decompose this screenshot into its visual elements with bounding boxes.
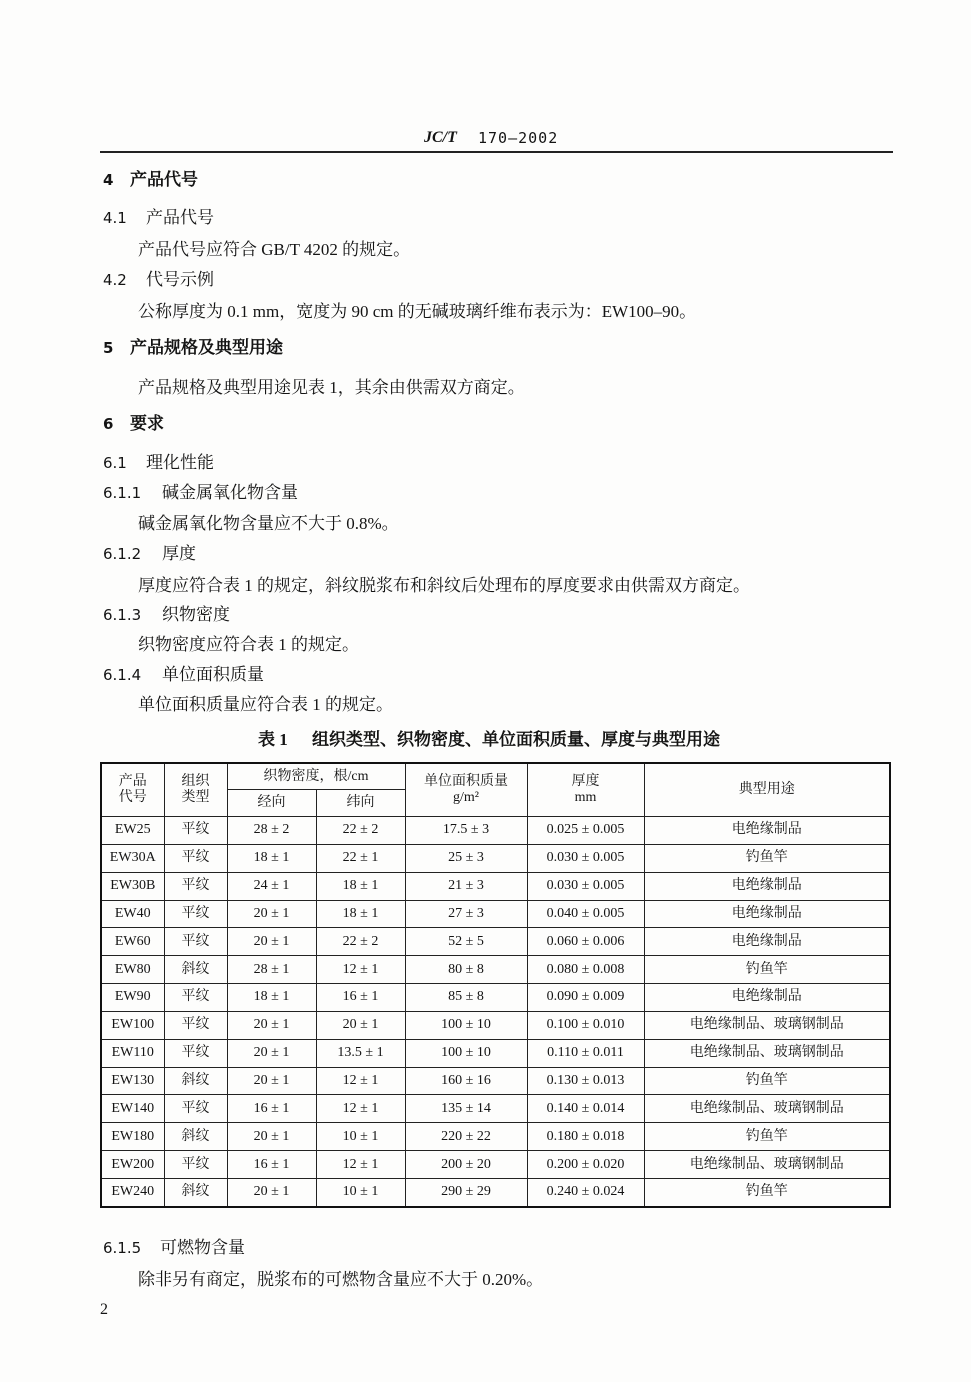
table-label: 表 1 <box>258 730 288 749</box>
cell-mass-per-area: 52 ± 5 <box>405 928 527 956</box>
cell-weave-type: 平纹 <box>164 1151 227 1179</box>
section-6-1-3-number: 6.1.3 <box>103 606 142 624</box>
cell-thickness: 0.240 ± 0.024 <box>527 1178 644 1206</box>
section-4-1-title: 产品代号 <box>146 208 214 227</box>
header-typical-use: 典型用途 <box>644 763 890 817</box>
standard-code: JC/T <box>424 129 457 146</box>
cell-thickness: 0.140 ± 0.014 <box>527 1095 644 1123</box>
table-row <box>101 1178 890 1206</box>
table-row <box>101 1039 890 1067</box>
cell-weave-type: 平纹 <box>164 900 227 928</box>
cell-weft-density: 18 ± 1 <box>316 872 405 900</box>
cell-weave-type: 平纹 <box>164 1039 227 1067</box>
cell-typical-use: 钓鱼竿 <box>644 1178 890 1206</box>
header-fabric-density: 织物密度，根/cm <box>227 763 405 790</box>
table-row <box>101 844 890 872</box>
cell-typical-use: 电绝缘制品 <box>644 900 890 928</box>
cell-mass-per-area: 25 ± 3 <box>405 844 527 872</box>
cell-weave-type: 平纹 <box>164 844 227 872</box>
header-thickness-unit: mm <box>574 790 597 805</box>
cell-thickness: 0.110 ± 0.011 <box>527 1039 644 1067</box>
cell-typical-use: 钓鱼竿 <box>644 956 890 984</box>
cell-thickness: 0.130 ± 0.013 <box>527 1067 644 1095</box>
cell-warp-density: 20 ± 1 <box>227 1123 316 1151</box>
cell-weave-type: 平纹 <box>164 817 227 845</box>
cell-thickness: 0.200 ± 0.020 <box>527 1151 644 1179</box>
cell-weave-type: 斜纹 <box>164 956 227 984</box>
table-row <box>101 900 890 928</box>
cell-warp-density: 24 ± 1 <box>227 872 316 900</box>
cell-warp-density: 28 ± 2 <box>227 817 316 845</box>
cell-weave-type: 平纹 <box>164 1095 227 1123</box>
section-6-1-2-title: 厚度 <box>162 544 196 563</box>
header-warp: 经向 <box>227 790 316 817</box>
section-5-body: 产品规格及典型用途见表 1，其余由供需双方商定。 <box>138 378 525 397</box>
header-mass-unit: g/m² <box>453 790 479 805</box>
section-6-1-2-number: 6.1.2 <box>103 545 142 563</box>
cell-weft-density: 22 ± 2 <box>316 817 405 845</box>
cell-weft-density: 22 ± 2 <box>316 928 405 956</box>
cell-warp-density: 20 ± 1 <box>227 900 316 928</box>
cell-weft-density: 10 ± 1 <box>316 1178 405 1206</box>
header-thickness <box>527 763 644 817</box>
cell-warp-density: 20 ± 1 <box>227 1039 316 1067</box>
cell-mass-per-area: 100 ± 10 <box>405 1039 527 1067</box>
cell-weft-density: 22 ± 1 <box>316 844 405 872</box>
section-6-1-4-body: 单位面积质量应符合表 1 的规定。 <box>138 695 393 714</box>
cell-typical-use: 电绝缘制品 <box>644 817 890 845</box>
table-row <box>101 817 890 845</box>
section-6-1-2-body: 厚度应符合表 1 的规定，斜纹脱浆布和斜纹后处理布的厚度要求由供需双方商定。 <box>138 576 750 595</box>
cell-product-code: EW200 <box>101 1151 164 1179</box>
section-6-1-4-number: 6.1.4 <box>103 666 142 684</box>
cell-weft-density: 12 ± 1 <box>316 1095 405 1123</box>
section-6-1-1-number: 6.1.1 <box>103 484 142 502</box>
section-4-2-title: 代号示例 <box>146 270 214 289</box>
header-rule <box>100 151 893 153</box>
cell-typical-use: 电绝缘制品 <box>644 928 890 956</box>
header-product-code-line2: 代号 <box>118 790 147 805</box>
table-caption: 组织类型、织物密度、单位面积质量、厚度与典型用途 <box>312 730 720 749</box>
cell-typical-use: 电绝缘制品、玻璃钢制品 <box>644 1011 890 1039</box>
cell-weft-density: 12 ± 1 <box>316 956 405 984</box>
cell-product-code: EW90 <box>101 984 164 1012</box>
cell-product-code: EW180 <box>101 1123 164 1151</box>
cell-weft-density: 12 ± 1 <box>316 1067 405 1095</box>
cell-weft-density: 10 ± 1 <box>316 1123 405 1151</box>
cell-product-code: EW130 <box>101 1067 164 1095</box>
cell-thickness: 0.090 ± 0.009 <box>527 984 644 1012</box>
section-6-number: 6 <box>103 415 114 433</box>
table-row <box>101 1067 890 1095</box>
cell-product-code: EW60 <box>101 928 164 956</box>
cell-typical-use: 电绝缘制品、玻璃钢制品 <box>644 1039 890 1067</box>
section-4-title: 产品代号 <box>130 170 198 189</box>
cell-weft-density: 12 ± 1 <box>316 1151 405 1179</box>
cell-thickness: 0.080 ± 0.008 <box>527 956 644 984</box>
section-6-1-3-body: 织物密度应符合表 1 的规定。 <box>138 635 359 654</box>
table-row <box>101 1151 890 1179</box>
cell-warp-density: 16 ± 1 <box>227 1095 316 1123</box>
cell-mass-per-area: 220 ± 22 <box>405 1123 527 1151</box>
header-weave-type-line2: 类型 <box>181 790 210 805</box>
cell-typical-use: 钓鱼竿 <box>644 1067 890 1095</box>
table-row <box>101 928 890 956</box>
cell-weave-type: 斜纹 <box>164 1178 227 1206</box>
section-6-1-number: 6.1 <box>103 454 127 472</box>
section-6-1-4-title: 单位面积质量 <box>162 665 264 684</box>
header-thickness-line1: 厚度 <box>571 774 600 789</box>
cell-product-code: EW30A <box>101 844 164 872</box>
cell-warp-density: 16 ± 1 <box>227 1151 316 1179</box>
cell-warp-density: 20 ± 1 <box>227 1011 316 1039</box>
standard-number: 170—2002 <box>478 129 559 147</box>
cell-typical-use: 电绝缘制品、玻璃钢制品 <box>644 1151 890 1179</box>
cell-mass-per-area: 200 ± 20 <box>405 1151 527 1179</box>
cell-weave-type: 平纹 <box>164 984 227 1012</box>
cell-thickness: 0.030 ± 0.005 <box>527 872 644 900</box>
section-6-1-5-title: 可燃物含量 <box>160 1238 245 1257</box>
cell-weave-type: 平纹 <box>164 872 227 900</box>
section-6-title: 要求 <box>130 414 164 433</box>
table-row <box>101 1011 890 1039</box>
cell-weft-density: 20 ± 1 <box>316 1011 405 1039</box>
cell-warp-density: 20 ± 1 <box>227 928 316 956</box>
cell-mass-per-area: 17.5 ± 3 <box>405 817 527 845</box>
cell-mass-per-area: 80 ± 8 <box>405 956 527 984</box>
section-4-1-number: 4.1 <box>103 209 127 227</box>
spec-table-body <box>101 817 890 1207</box>
cell-warp-density: 20 ± 1 <box>227 1178 316 1206</box>
header-weave-type <box>164 763 227 817</box>
cell-thickness: 0.180 ± 0.018 <box>527 1123 644 1151</box>
section-6-1-5-body: 除非另有商定，脱浆布的可燃物含量应不大于 0.20%。 <box>138 1270 544 1289</box>
header-weft: 纬向 <box>316 790 405 817</box>
section-6-1-title: 理化性能 <box>146 453 214 472</box>
cell-weave-type: 斜纹 <box>164 1123 227 1151</box>
cell-warp-density: 20 ± 1 <box>227 1067 316 1095</box>
table-row <box>101 1123 890 1151</box>
table-row <box>101 984 890 1012</box>
cell-mass-per-area: 135 ± 14 <box>405 1095 527 1123</box>
cell-typical-use: 电绝缘制品、玻璃钢制品 <box>644 1095 890 1123</box>
cell-weave-type: 斜纹 <box>164 1067 227 1095</box>
cell-thickness: 0.100 ± 0.010 <box>527 1011 644 1039</box>
table-row <box>101 956 890 984</box>
section-6-1-5-number: 6.1.5 <box>103 1239 142 1257</box>
cell-mass-per-area: 160 ± 16 <box>405 1067 527 1095</box>
cell-product-code: EW110 <box>101 1039 164 1067</box>
cell-weft-density: 13.5 ± 1 <box>316 1039 405 1067</box>
cell-typical-use: 钓鱼竿 <box>644 844 890 872</box>
cell-weave-type: 平纹 <box>164 928 227 956</box>
cell-warp-density: 18 ± 1 <box>227 844 316 872</box>
section-5-title: 产品规格及典型用途 <box>130 338 283 357</box>
cell-product-code: EW25 <box>101 817 164 845</box>
cell-typical-use: 电绝缘制品 <box>644 872 890 900</box>
section-6-1-1-title: 碱金属氧化物含量 <box>162 483 298 502</box>
table-row <box>101 1095 890 1123</box>
cell-warp-density: 28 ± 1 <box>227 956 316 984</box>
cell-mass-per-area: 85 ± 8 <box>405 984 527 1012</box>
cell-product-code: EW140 <box>101 1095 164 1123</box>
header-mass-per-area <box>405 763 527 817</box>
cell-mass-per-area: 27 ± 3 <box>405 900 527 928</box>
cell-mass-per-area: 290 ± 29 <box>405 1178 527 1206</box>
table-row <box>101 872 890 900</box>
cell-typical-use: 电绝缘制品 <box>644 984 890 1012</box>
cell-weave-type: 平纹 <box>164 1011 227 1039</box>
cell-thickness: 0.025 ± 0.005 <box>527 817 644 845</box>
section-6-1-1-body: 碱金属氧化物含量应不大于 0.8%。 <box>138 514 399 533</box>
page-number: 2 <box>100 1301 108 1318</box>
cell-weft-density: 16 ± 1 <box>316 984 405 1012</box>
section-5-number: 5 <box>103 339 114 357</box>
section-6-1-3-title: 织物密度 <box>162 605 230 624</box>
section-4-number: 4 <box>103 171 114 189</box>
cell-product-code: EW100 <box>101 1011 164 1039</box>
cell-thickness: 0.040 ± 0.005 <box>527 900 644 928</box>
header-mass-line1: 单位面积质量 <box>424 774 508 789</box>
cell-product-code: EW80 <box>101 956 164 984</box>
header-product-code <box>101 763 164 817</box>
cell-product-code: EW30B <box>101 872 164 900</box>
cell-thickness: 0.030 ± 0.005 <box>527 844 644 872</box>
cell-typical-use: 钓鱼竿 <box>644 1123 890 1151</box>
header-product-code-line1: 产品 <box>118 774 147 789</box>
cell-weft-density: 18 ± 1 <box>316 900 405 928</box>
cell-warp-density: 18 ± 1 <box>227 984 316 1012</box>
header-weave-type-line1: 组织 <box>181 774 210 789</box>
cell-mass-per-area: 100 ± 10 <box>405 1011 527 1039</box>
cell-product-code: EW40 <box>101 900 164 928</box>
cell-mass-per-area: 21 ± 3 <box>405 872 527 900</box>
section-4-2-number: 4.2 <box>103 271 127 289</box>
spec-table <box>100 762 891 1208</box>
section-4-2-body: 公称厚度为 0.1 mm，宽度为 90 cm 的无碱玻璃纤维布表示为：EW100–90。 <box>138 302 697 321</box>
section-4-1-body: 产品代号应符合 GB/T 4202 的规定。 <box>138 240 411 259</box>
cell-thickness: 0.060 ± 0.006 <box>527 928 644 956</box>
cell-product-code: EW240 <box>101 1178 164 1206</box>
